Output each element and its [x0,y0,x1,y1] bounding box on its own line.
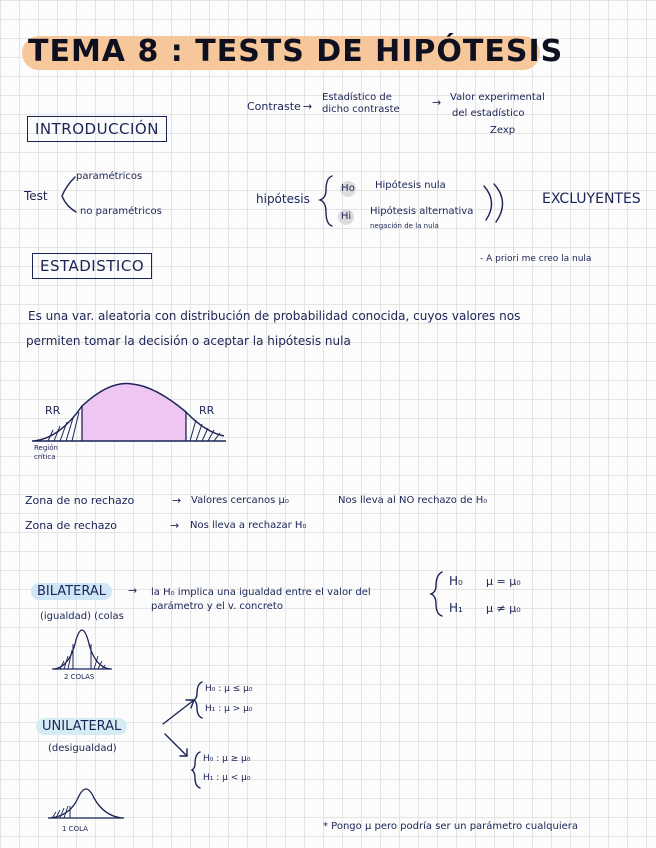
two-tail-diagram [52,630,112,669]
h1-sub: negación de la nula [370,222,439,230]
hipotesis-label: hipótesis [256,192,310,206]
estadistico-def-line1: Es una var. aleatoria con distribución de probabilidad conocida, cuyos valores nos [28,309,521,323]
bilateral-colas: 2 COLAS [64,673,95,681]
test-label: Test [24,189,48,203]
estadistico-line2: dicho contraste [322,104,400,115]
valor-line3: Zexp [490,125,516,136]
zona-no-rechazo-val: Valores cercanos μ₀ [191,495,289,506]
h0-text: Hipótesis nula [375,180,446,191]
distribution-diagram [32,383,226,441]
unilateral-a-h0: H₀ : μ ≤ μ₀ [205,684,253,694]
bilateral-text1: la H₀ implica una igualdad entre el valor del [151,587,371,598]
bilateral-h0-eq: μ = μ₀ [486,575,521,588]
unilateral-arrow-up [163,700,194,724]
rnr-area [82,383,186,441]
valor-line1: Valor experimental [450,92,545,103]
bilateral-brace [431,572,442,616]
zona-no-rechazo-res: Nos lleva al NO rechazo de H₀ [338,495,488,506]
estadistico-def-line2: permiten tomar la decisión o aceptar la hipótesis nula [26,334,351,348]
diagram-region-2: crítica [34,453,56,461]
unilateral-label: UNILATERAL [36,718,127,735]
bilateral-sub: (igualdad) (colas [40,611,124,622]
unilateral-sub: (desigualdad) [48,743,117,754]
unilateral-arrow-down [165,734,187,756]
unilateral-cola: 1 COLA [62,825,88,833]
one-tail-diagram [48,789,124,818]
excluyentes: EXCLUYENTES [542,191,641,207]
unilateral-brace-b [192,752,200,788]
bilateral-h1: H₁ [449,601,463,615]
footnote: * Pongo μ pero podría ser un parámetro cualquiera [323,821,579,832]
h1-text: Hipótesis alternativa [370,206,474,217]
arrow-icon: → [303,100,313,113]
section-estadistico: ESTADISTICO [32,253,152,279]
bilateral-text2: parámetro y el v. concreto [151,601,283,612]
arrow-icon: → [128,584,138,597]
unilateral-b-h0: H₀ : μ ≥ μ₀ [203,754,251,764]
unilateral-a-h1: H₁ : μ > μ₀ [205,704,253,714]
excluyentes-chevron [484,186,492,220]
contraste-label: Contraste [247,100,301,113]
excluyentes-chevron [494,184,503,222]
zona-no-rechazo: Zona de no rechazo [25,494,135,507]
unilateral-brace-a [194,682,202,718]
h0-badge: Ho [340,176,356,197]
valor-line2: del estadístico [452,108,525,119]
bilateral-h1-eq: μ ≠ μ₀ [486,602,521,615]
diagram-rr-right: RR [199,404,215,417]
test-parametricos: paramétricos [76,171,143,182]
section-intro: INTRODUCCIÓN [27,116,167,142]
a-priori-note: - A priori me creo la nula [480,254,592,264]
unilateral-b-h1: H₁ : μ < μ₀ [203,773,251,783]
bilateral-label: BILATERAL [31,583,112,600]
h1-badge: Hi [338,204,354,225]
arrow-icon: → [172,494,182,507]
zona-rechazo: Zona de rechazo [25,519,118,532]
arrow-icon: → [432,96,442,109]
test-no-parametricos: no paramétricos [80,206,162,217]
test-branch [62,177,76,212]
estadistico-line1: Estadístico de [322,92,392,103]
hipotesis-brace [320,176,332,226]
diagram-rr-left: RR [45,404,61,417]
arrow-icon: → [170,519,180,532]
zona-rechazo-res: Nos lleva a rechazar H₀ [190,520,307,531]
bilateral-h0: H₀ [449,574,463,588]
diagram-region-1: Región [34,444,58,452]
page-title: TEMA 8 : TESTS DE HIPÓTESIS [28,34,564,69]
